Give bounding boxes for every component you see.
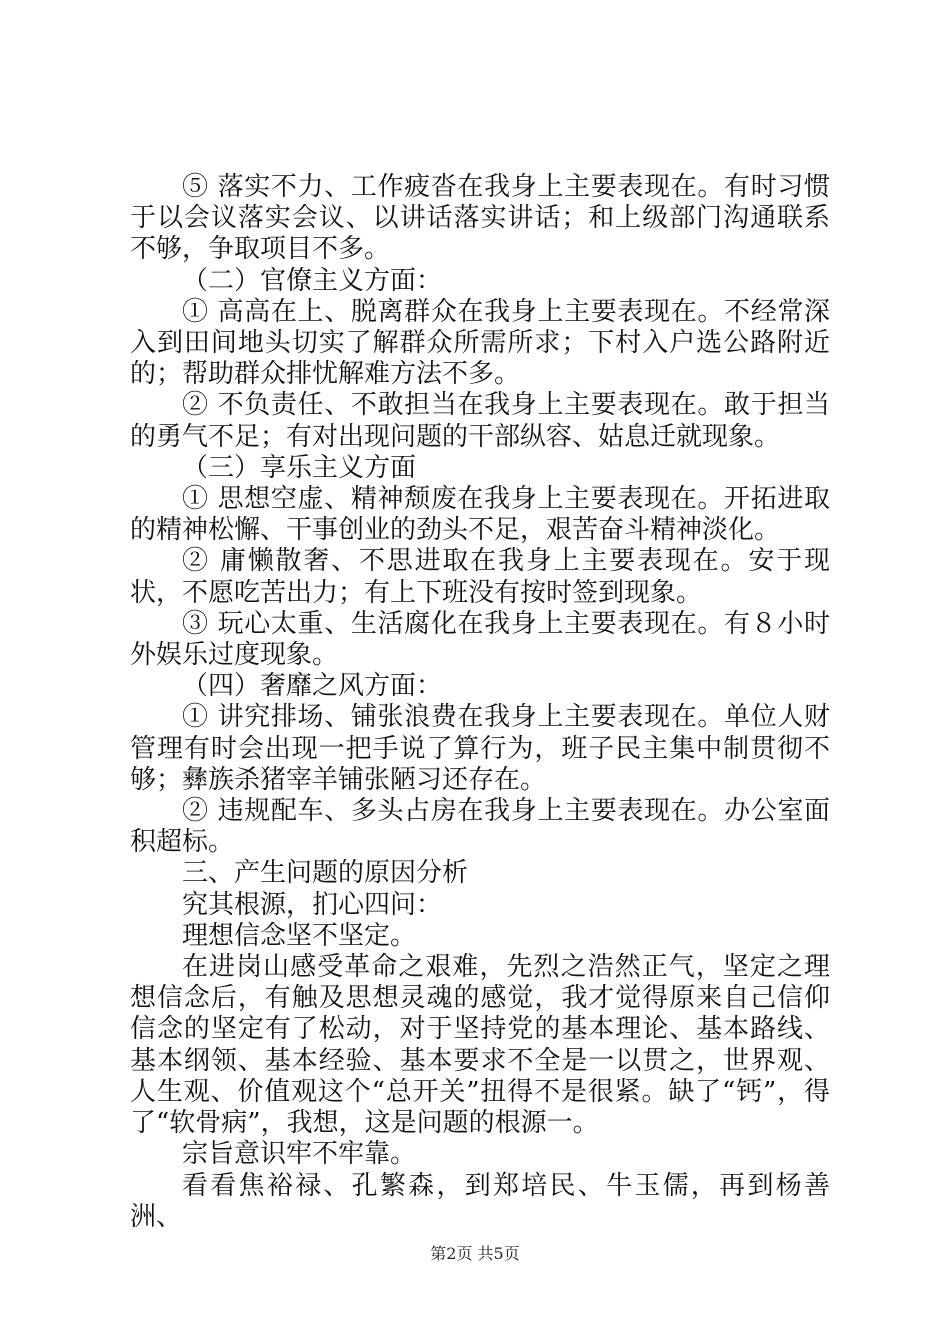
paragraph-14: 理想信念坚不坚定。 — [182, 920, 417, 951]
paragraph-5: （三）享乐主义方面 — [182, 452, 417, 483]
page-footer — [0, 1244, 950, 1264]
paragraph-3: ① 高高在上、脱离群众在我身上主要表现在。不经常深入到田间地头切实了解群众所需所求；下村入户选公路附近的；帮助群众排忧解难方法不多。 — [130, 296, 830, 390]
paragraph-16: 宗旨意识牢不牢靠。 — [182, 1139, 417, 1170]
paragraph-11: ② 违规配车、多头占房在我身上主要表现在。办公室面积超标。 — [130, 796, 830, 858]
section-heading-3: 三、产生问题的原因分析 — [182, 858, 469, 889]
paragraph-13: 究其根源，扪心四问： — [182, 889, 443, 920]
paragraph-8: ③ 玩心太重、生活腐化在我身上主要表现在。有８小时外娱乐过度现象。 — [130, 608, 830, 671]
document-body — [130, 172, 830, 1233]
paragraph-2: （二）官僚主义方面： — [182, 265, 443, 296]
paragraph-7: ② 庸懒散奢、不思进取在我身上主要表现在。安于现状，不愿吃苦出力；有上下班没有按时签到现象。 — [130, 546, 830, 608]
paragraph-15: 在进岗山感受革命之艰难，先烈之浩然正气，坚定之理想信念后，有触及思想灵魂的感觉，我才觉得原来自己信仰信念的坚定有了松动，对于坚持党的基本理论、基本路线、基本纲领、基本经验、基本要求不全是一以贯之，世界观、人生观、价值观这个“总开关”扭得不是很紧。缺了“钙”，得了“软骨病”，我想，这是问题的根源一。 — [130, 952, 830, 1139]
paragraph-1: ⑤ 落实不力、工作疲沓在我身上主要表现在。有时习惯于以会议落实会议、以讲话落实讲话；和上级部门沟通联系不够，争取项目不多。 — [130, 172, 830, 265]
paragraph-10: ① 讲究排场、铺张浪费在我身上主要表现在。单位人财管理有时会出现一把手说了算行为，班子民主集中制贯彻不够；彝族杀猪宰羊铺张陋习还存在。 — [130, 702, 830, 795]
paragraph-6: ① 思想空虚、精神颓废在我身上主要表现在。开拓进取的精神松懈、干事创业的劲头不足，艰苦奋斗精神淡化。 — [130, 484, 830, 546]
page-number: 第2页 共5页 — [430, 1244, 520, 1263]
paragraph-9: （四）奢靡之风方面： — [182, 671, 443, 702]
paragraph-17: 看看焦裕禄、孔繁森，到郑培民、牛玉儒，再到杨善洲、 — [130, 1170, 830, 1232]
paragraph-4: ② 不负责任、不敢担当在我身上主要表现在。敢于担当的勇气不足；有对出现问题的干部纵容、姑息迁就现象。 — [130, 390, 830, 452]
